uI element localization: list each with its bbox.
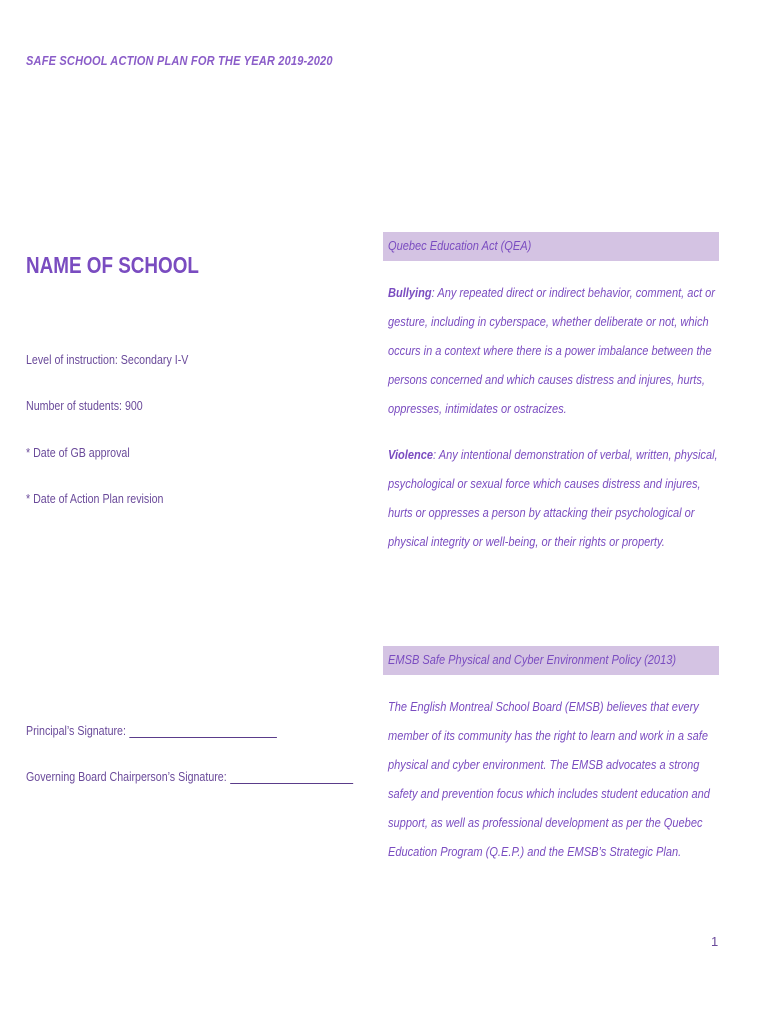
violence-text: : Any intentional demonstration of verbal, written, physical, psychological or sexual force which causes distress and injures, hurts or oppresses a person by attacking their psychological or physical integrity or well-being, or their rights or property. (388, 447, 718, 549)
emsb-heading: EMSB Safe Physical and Cyber Environment Policy (2013) (388, 652, 677, 667)
document-title: SAFE SCHOOL ACTION PLAN FOR THE YEAR 2019-2020 (26, 53, 333, 68)
action-plan-revision-date: * Date of Action Plan revision (26, 491, 164, 506)
chair-signature-label: Governing Board Chairperson’s Signature: (26, 769, 227, 784)
emsb-policy-text: The English Montreal School Board (EMSB) believes that every member of its community has the right to learn and work in a safe physical and cyber environment. The EMSB advocates a strong safety and prevention focus which includes student education and support, as well as professional development as per the Quebec Education Program (Q.E.P.) and the EMSB’s Strategic Plan. (388, 699, 710, 859)
principal-signature-field[interactable] (129, 723, 277, 738)
bullying-term: Bullying (388, 285, 432, 300)
number-of-students: Number of students: 900 (26, 398, 143, 413)
principal-signature-label: Principal’s Signature: (26, 723, 126, 738)
qea-heading: Quebec Education Act (QEA) (388, 238, 532, 253)
violence-definition (388, 440, 720, 556)
principal-signature-line (26, 723, 277, 738)
violence-term: Violence (388, 447, 434, 462)
bullying-text: : Any repeated direct or indirect behavior, comment, act or gesture, including in cyberspace, whether deliberate or not, which occurs in a context where there is a power imbalance between the persons concerned and which causes distress and injures, hurts, oppresses, intimidates or ostracizes. (388, 285, 715, 416)
chair-signature-field[interactable] (230, 769, 353, 784)
emsb-section-header (383, 646, 719, 675)
qea-section-header (383, 232, 719, 261)
school-name-heading: NAME OF SCHOOL (26, 252, 199, 278)
bullying-definition (388, 278, 720, 423)
page-number: 1 (711, 934, 719, 949)
gb-approval-date: * Date of GB approval (26, 445, 130, 460)
chair-signature-line (26, 769, 353, 784)
level-of-instruction: Level of instruction: Secondary I-V (26, 352, 189, 367)
